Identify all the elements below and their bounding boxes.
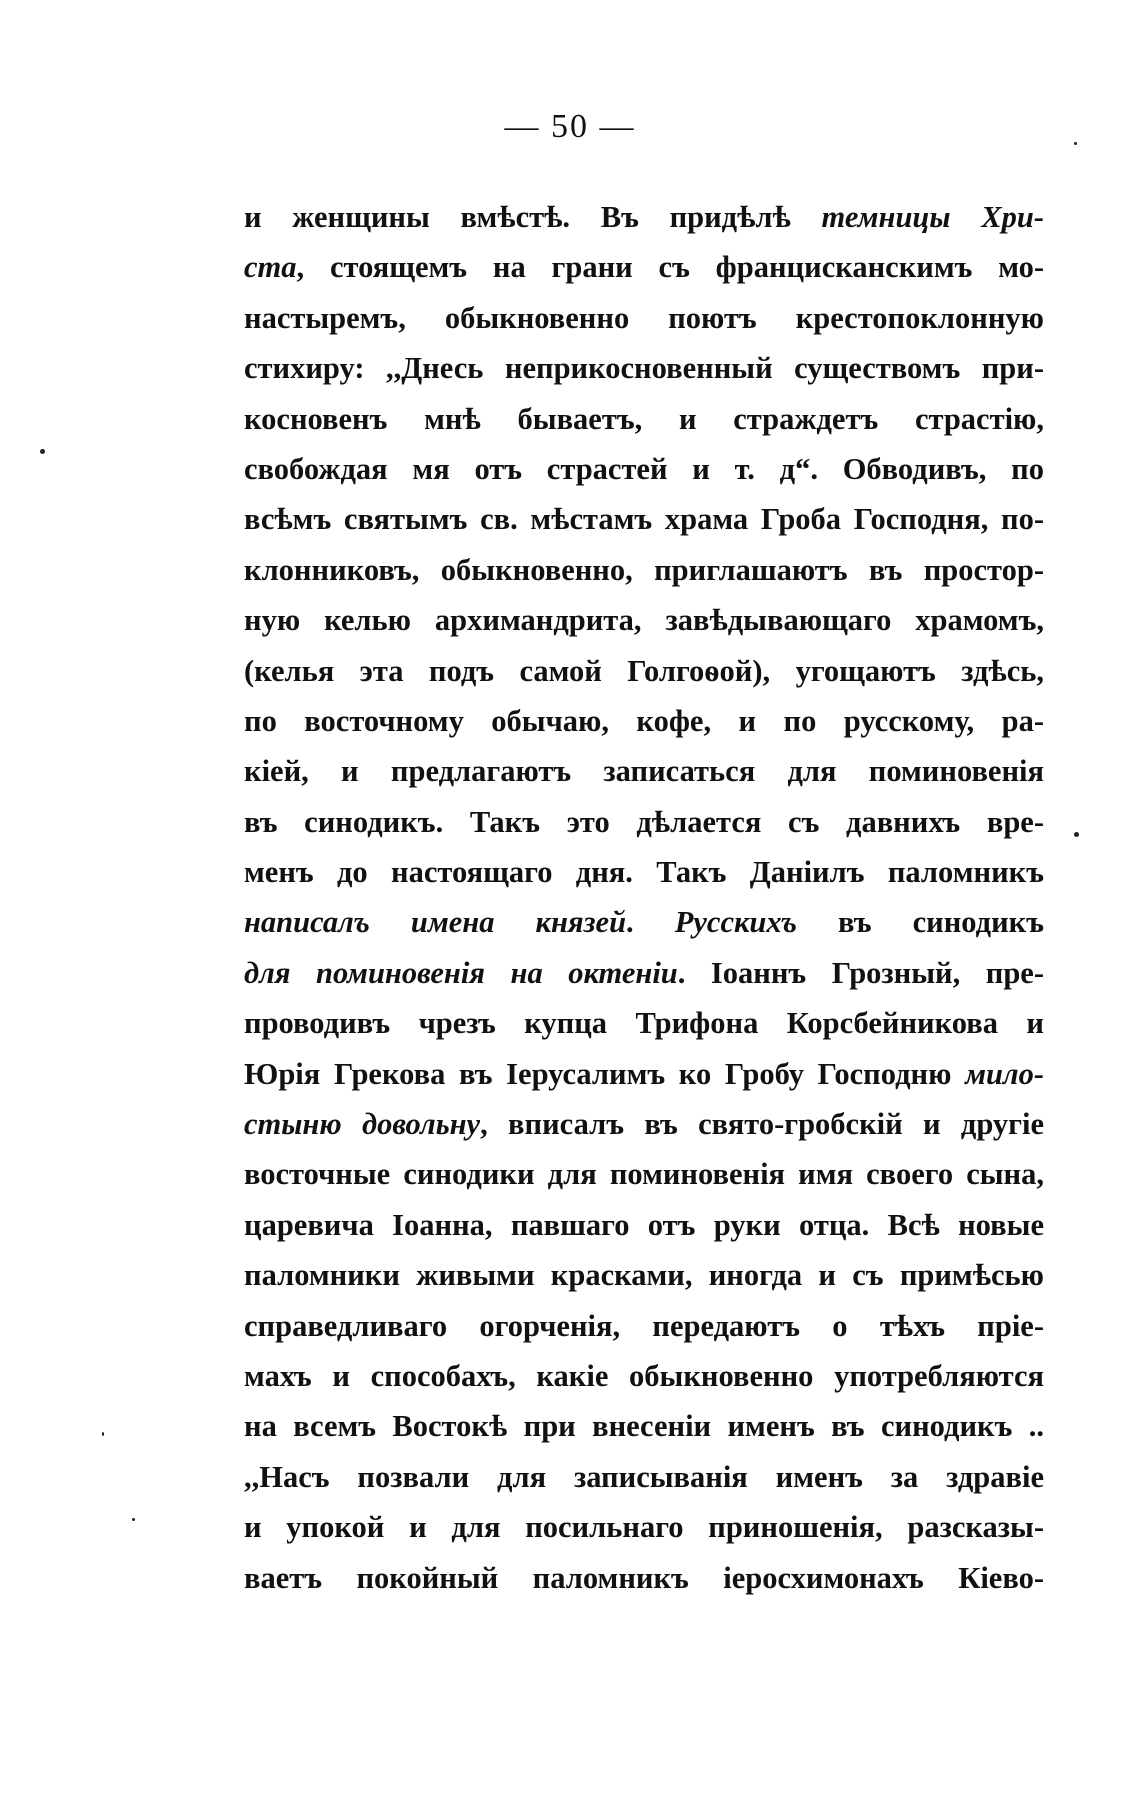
- italic-segment: написалъ имена князей: [244, 905, 627, 940]
- text-line: [244, 192, 1044, 242]
- scan-speck: [40, 449, 45, 454]
- text-segment: стихиру: ,,Днесь неприкосновенный существомъ при-: [244, 351, 1044, 386]
- text-line: [244, 1049, 1044, 1099]
- text-segment: . Іоаннъ Грозный, пре-: [677, 955, 1044, 990]
- text-line: [244, 948, 1044, 998]
- text-line: [244, 242, 1044, 292]
- italic-segment: Русскихъ: [674, 905, 797, 940]
- text-segment: и упокой и для посильнаго приношенія, разсказы-: [244, 1510, 1044, 1545]
- scan-speck: [132, 1518, 135, 1521]
- text-line: [244, 293, 1044, 343]
- text-line: [244, 1351, 1044, 1401]
- italic-segment: ста: [244, 250, 297, 285]
- italic-segment: для поминовенія на октеніи: [244, 955, 678, 990]
- text-segment: , вписалъ въ свято-гробскій и другіе: [480, 1107, 1045, 1142]
- text-segment: махъ и способахъ, какіе обыкновенно употребляются: [244, 1358, 1044, 1393]
- text-line: [244, 847, 1044, 897]
- text-line: [244, 1250, 1044, 1300]
- text-segment: восточные синодики для поминовенія имя своего сына,: [244, 1157, 1044, 1192]
- scan-speck: [1074, 832, 1079, 837]
- text-line: [244, 444, 1044, 494]
- text-segment: проводивъ чрезъ купца Трифона Корсбейникова и: [244, 1006, 1044, 1041]
- text-segment: ную келью архимандрита, завѣдывающаго храмомъ,: [244, 603, 1044, 638]
- text-line: [244, 1149, 1044, 1199]
- text-segment: , стоящемъ на грани съ францисканскимъ мо-: [296, 250, 1044, 285]
- text-segment: косновенъ мнѣ бываетъ, и страждетъ страстію,: [244, 401, 1044, 436]
- text-segment: въ синодикъ. Такъ это дѣлается съ давнихъ вре-: [244, 804, 1044, 839]
- text-line: [244, 1401, 1044, 1451]
- text-line: [244, 595, 1044, 645]
- scan-speck: [102, 1432, 104, 1436]
- text-segment: въ синодикъ: [796, 905, 1044, 940]
- text-line: [244, 1452, 1044, 1502]
- text-segment: клонниковъ, обыкновенно, приглашаютъ въ простор-: [244, 552, 1044, 587]
- text-line: [244, 646, 1044, 696]
- text-line: [244, 696, 1044, 746]
- text-line: [244, 1099, 1044, 1149]
- text-segment: паломники живыми красками, иногда и съ примѣсью: [244, 1258, 1044, 1293]
- text-segment: и женщины вмѣстѣ. Въ придѣлѣ: [244, 200, 822, 234]
- text-line: [244, 494, 1044, 544]
- text-segment: на всемъ Востокѣ при внесеніи именъ въ синодикъ ..: [244, 1409, 1044, 1444]
- text-segment: кіей, и предлагаютъ записаться для поминовенія: [244, 754, 1044, 789]
- text-segment: (келья эта подъ самой Голгоѳой), угощаютъ здѣсь,: [244, 653, 1044, 688]
- text-line: [244, 343, 1044, 393]
- text-line: [244, 1553, 1044, 1603]
- text-line: [244, 1502, 1044, 1552]
- text-segment: менъ до настоящаго дня. Такъ Даніилъ паломникъ: [244, 855, 1044, 890]
- text-segment: настыремъ, обыкновенно поютъ крестопоклонную: [244, 300, 1044, 335]
- text-segment: .: [626, 905, 675, 940]
- text-line: [244, 1301, 1044, 1351]
- body-text: [244, 192, 1044, 1603]
- text-segment: свобождая мя отъ страстей и т. д“. Обводивъ, по: [244, 451, 1044, 486]
- text-segment: ваетъ покойный паломникъ іеросхимонахъ Кіево-: [244, 1560, 1044, 1595]
- italic-segment: мило-: [965, 1056, 1044, 1091]
- text-segment: ,,Насъ позвали для записыванія именъ за здравіе: [244, 1459, 1044, 1494]
- page-number: — 50 —: [504, 108, 636, 145]
- italic-segment: стыню довольну: [244, 1107, 481, 1142]
- text-line: [244, 1200, 1044, 1250]
- italic-segment: темницы Хри-: [821, 200, 1044, 234]
- text-segment: царевича Іоанна, павшаго отъ руки отца. Всѣ новые: [244, 1207, 1044, 1242]
- text-line: [244, 545, 1044, 595]
- text-segment: по восточному обычаю, кофе, и по русскому, ра-: [244, 703, 1044, 738]
- text-line: [244, 998, 1044, 1048]
- text-line: [244, 897, 1044, 947]
- text-segment: всѣмъ святымъ св. мѣстамъ храма Гроба Господня, по-: [244, 502, 1044, 537]
- text-line: [244, 746, 1044, 796]
- text-line: [244, 797, 1044, 847]
- text-segment: Юрія Грекова въ Іерусалимъ ко Гробу Господню: [244, 1056, 966, 1091]
- text-segment: справедливаго огорченія, передаютъ о тѣхъ пріе-: [244, 1308, 1044, 1343]
- text-line: [244, 394, 1044, 444]
- scan-speck: [1074, 142, 1077, 145]
